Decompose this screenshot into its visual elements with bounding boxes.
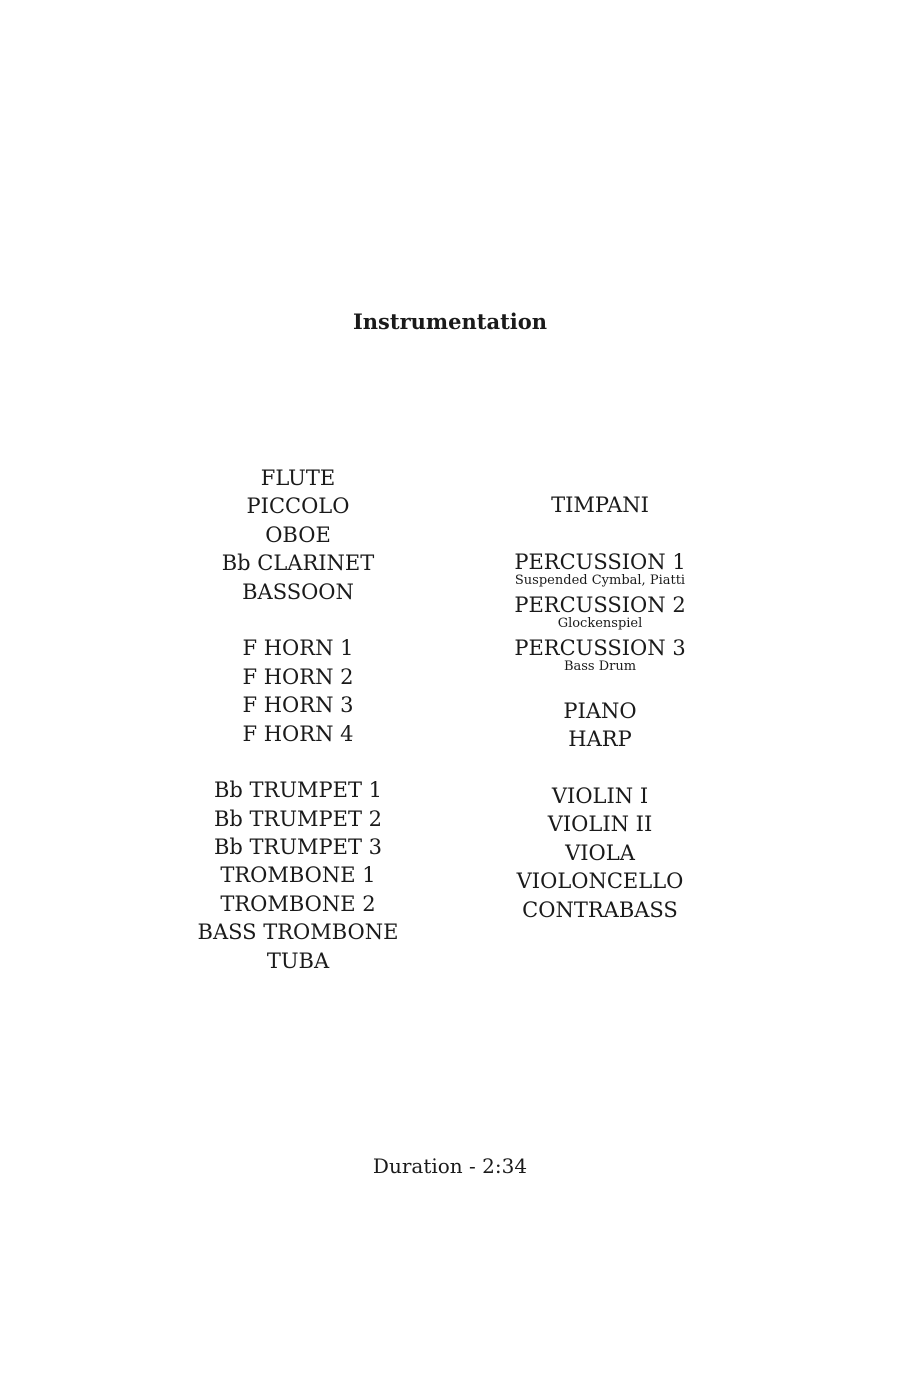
instrument-tuba: TUBA: [266, 948, 330, 973]
instrument-horn-3: F HORN 3: [242, 693, 354, 718]
section-spacer: [450, 519, 750, 547]
section-spacer: [148, 748, 448, 776]
instrument-bass-trombone: BASS TROMBONE: [197, 920, 399, 945]
instrument-bassoon: BASSOON: [242, 579, 354, 604]
instrument-viola: VIOLA: [565, 840, 635, 865]
section-spacer: [148, 606, 448, 634]
percussion-1-instruments: Suspended Cymbal, Piatti: [514, 572, 686, 588]
page-title: Instrumentation: [352, 309, 548, 334]
instrument-horn-1: F HORN 1: [242, 636, 354, 661]
percussion-1-group: [450, 548, 750, 591]
instrument-violin-1: VIOLIN I: [551, 783, 649, 808]
instrument-percussion-3: PERCUSSION 3: [514, 635, 686, 660]
section-spacer: [450, 754, 750, 782]
instrument-horn-2: F HORN 2: [242, 664, 354, 689]
percussion-3-group: [450, 634, 750, 677]
instrument-trumpet-2: Bb TRUMPET 2: [213, 806, 383, 831]
instrument-trombone-1: TROMBONE 1: [220, 863, 376, 888]
instrument-flute: FLUTE: [260, 466, 336, 490]
instrument-harp: HARP: [568, 727, 632, 752]
instrument-horn-4: F HORN 4: [242, 721, 354, 746]
instrument-clarinet: Bb CLARINET: [221, 551, 375, 576]
duration-text: Duration - 2:34: [372, 1154, 528, 1178]
instrument-percussion-1: PERCUSSION 1: [514, 549, 686, 574]
instrument-trombone-2: TROMBONE 2: [220, 891, 376, 916]
section-spacer: [450, 677, 750, 697]
instrument-percussion-2: PERCUSSION 2: [514, 592, 686, 617]
instrument-oboe: OBOE: [265, 522, 331, 547]
percussion-2-group: [450, 591, 750, 634]
left-instrument-column: [148, 464, 448, 975]
right-instrument-column: [450, 491, 750, 924]
instrument-piano: PIANO: [563, 698, 637, 723]
instrument-violin-2: VIOLIN II: [547, 812, 653, 837]
instrument-piccolo: PICCOLO: [246, 494, 350, 519]
instrument-trumpet-3: Bb TRUMPET 3: [213, 835, 383, 860]
instrument-trumpet-1: Bb TRUMPET 1: [213, 778, 383, 803]
instrument-contrabass: CONTRABASS: [522, 897, 678, 922]
percussion-2-instruments: Glockenspiel: [557, 615, 643, 631]
percussion-3-instruments: Bass Drum: [563, 658, 637, 674]
instrument-timpani: TIMPANI: [551, 493, 649, 517]
instrument-violoncello: VIOLONCELLO: [516, 869, 684, 894]
